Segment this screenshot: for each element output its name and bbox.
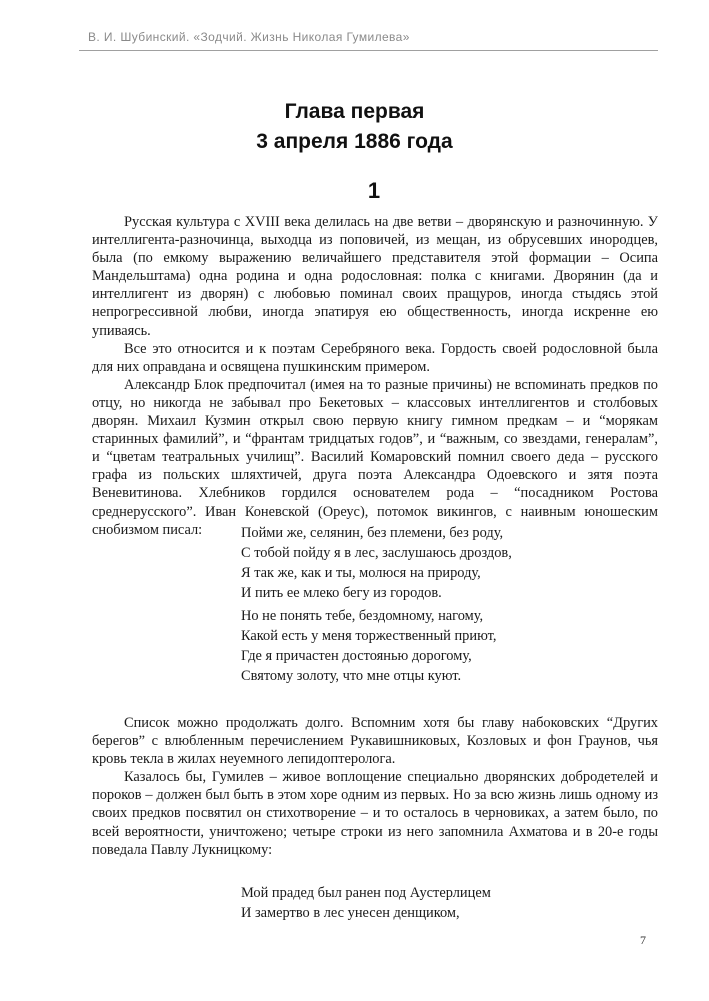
chapter-title-line-2: 3 апреля 1886 года: [256, 130, 453, 153]
paragraph: Все это относится и к поэтам Серебряного века. Гордость своей родословной была для них оправдана и освящена пушкинским примером.: [92, 340, 658, 375]
page-number: 7: [640, 933, 646, 947]
verse-line: Я так же, как и ты, молюся на природу,: [241, 565, 481, 581]
verse-line: Но не понять тебе, бездомному, нагому,: [241, 608, 484, 624]
verse-stanza-1: [241, 523, 512, 603]
verse-line: С тобой пойду я в лес, заслушаюсь дроздов,: [241, 545, 512, 561]
text-block-intro: [92, 213, 658, 539]
header-rule: [79, 50, 658, 51]
paragraph: Русская культура с XVIII века делилась на две ветви – дворянскую и разночинную. У интеллигента-разночинца, выходца из поповичей, из мещан, из обрусевших инородцев, была (по емкому выражению величайшего представителя этой формации – Осипа Мандельштама) одна родина и одна родословная: полка с книгами. Дворянин (да и интеллигент из дворян) с любовью поминал своих пращуров, иногда стыдясь этой непрогрессивной любви, иногда эпатируя ею общественность, иногда искренне ею упиваясь.: [92, 214, 658, 339]
verse-line: И замертво в лес унесен денщиком,: [241, 905, 460, 921]
paragraph: Казалось бы, Гумилев – живое воплощение специально дворянских добродетелей и пороков – должен был быть в этом хоре одним из первых. Но за всю жизнь лишь одному из своих предков посвятил он стихотворение – и то осталось в черновиках, а затем было, по всей вероятности, уничтожено; четыре строки из него запомнила Ахматова и в 20-е годы поведала Павлу Лукницкому:: [92, 769, 658, 858]
verse-line: Где я причастен достоянью дорогому,: [241, 648, 472, 664]
verse-line: Святому золоту, что мне отцы куют.: [241, 668, 462, 684]
verse-line: И пить ее млеко бегу из городов.: [241, 585, 442, 601]
paragraph: Александр Блок предпочитал (имея на то разные причины) не вспоминать предков по отцу, но никогда не забывал про Бекетовых – классовых интеллигентов и столбовых дворян. Михаил Кузмин открыл свою первую книгу гимном предкам – и “морякам старинных фамилий”, и “франтам тридцатых годов”, и “важным, со звездами, генералам”, и “цветам театральных училищ”. Василий Комаровский помнил своего деда – русского графа из польских шляхтичей, друга поэта Александра Одоевского и зятя поэта Веневитинова. Хлебников гордился основателем рода – “посадником Ростова среднерусского”. Иван Коневской (Ореус), потомок викингов, с наивным юношеским снобизмом писал:: [92, 376, 658, 538]
verse-line: Пойми же, селянин, без племени, без роду,: [241, 525, 504, 541]
verse-stanza-2: [241, 606, 496, 686]
text-block-continued: [92, 714, 658, 859]
verse-stanza-3: [241, 883, 491, 923]
chapter-title: [0, 97, 709, 157]
chapter-title-line-1: Глава первая: [284, 100, 425, 123]
verse-line: Какой есть у меня торжественный приют,: [241, 628, 497, 644]
running-head: В. И. Шубинский. «Зодчий. Жизнь Николая Гумилева»: [88, 30, 410, 44]
verse-line: Мой прадед был ранен под Аустерлицем: [241, 885, 491, 901]
paragraph: Список можно продолжать долго. Вспомним хотя бы главу набоковских “Других берегов” с влюбленным перечислением Рукавишниковых, Козловых и фон Граунов, чья кровь текла в жилах неуемного лепидоптеролога.: [92, 715, 658, 768]
section-number: 1: [367, 178, 381, 203]
